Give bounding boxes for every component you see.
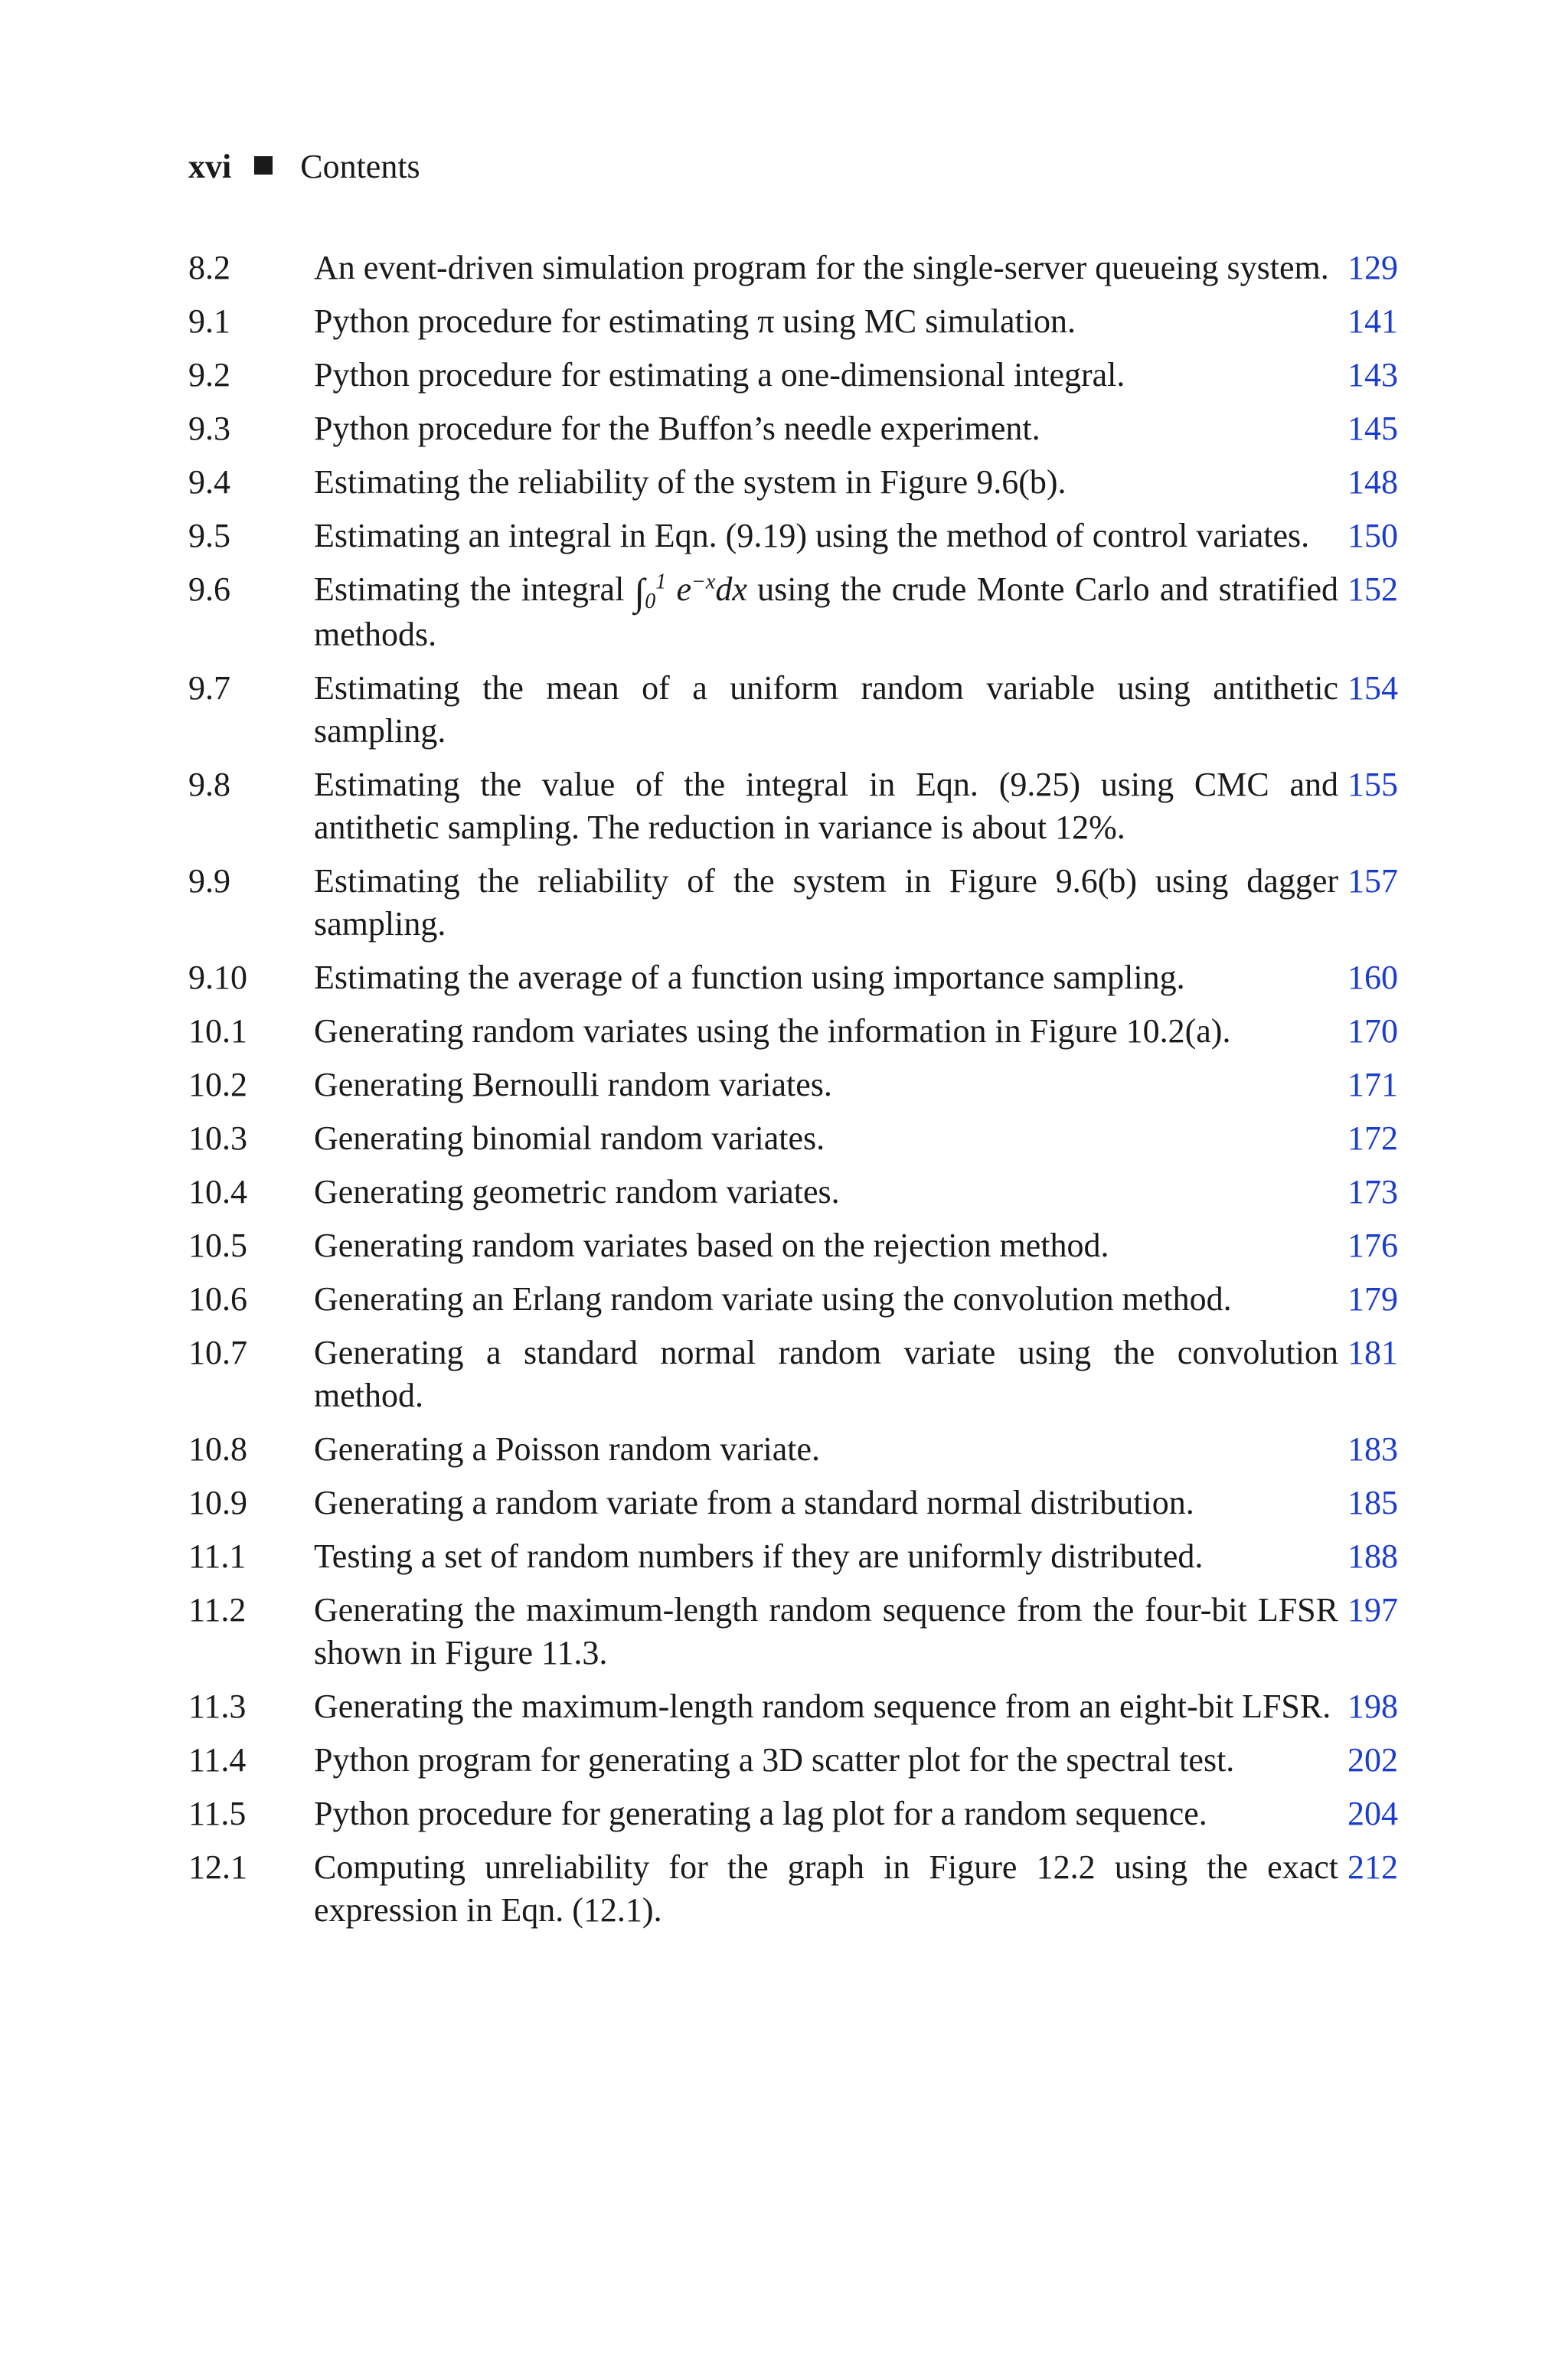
entry-page-link[interactable]: 148 <box>1348 463 1398 501</box>
list-entry <box>188 1224 1398 1267</box>
entry-text: Python program for generating a 3D scatter plot for the spectral test. <box>314 1741 1235 1779</box>
entry-number: 9.2 <box>188 356 230 394</box>
entry-text: Generating a random variate from a standard normal distribution. <box>314 1484 1194 1521</box>
entry-number: 9.10 <box>188 959 247 996</box>
entry-number: 9.1 <box>188 302 230 340</box>
entry-text-before: Estimating the integral <box>314 570 625 608</box>
entry-number: 10.9 <box>188 1484 247 1521</box>
entry-text-after: using the crude Monte Carlo and stratified methods. <box>314 570 1338 653</box>
list-entry <box>188 568 1398 656</box>
list-entry <box>188 1685 1398 1728</box>
entry-page-link[interactable]: 150 <box>1348 517 1398 554</box>
entry-text: Generating a Poisson random variate. <box>314 1430 821 1468</box>
entry-number: 9.5 <box>188 517 230 554</box>
entry-page-link[interactable]: 202 <box>1348 1741 1398 1779</box>
list-entry <box>188 1846 1398 1932</box>
entry-page-link[interactable]: 197 <box>1348 1591 1398 1629</box>
entry-page-link[interactable]: 157 <box>1348 862 1398 900</box>
entry-page-link[interactable]: 181 <box>1348 1334 1398 1371</box>
entry-number: 11.2 <box>188 1591 247 1629</box>
list-entry <box>188 515 1398 557</box>
entry-text: Generating geometric random variates. <box>314 1173 840 1211</box>
list-entry <box>188 1428 1398 1471</box>
entry-text: Generating random variates using the information in Figure 10.2(a). <box>314 1012 1231 1050</box>
entry-text: Generating an Erlang random variate using the convolution method. <box>314 1280 1232 1318</box>
entry-number: 11.1 <box>188 1537 247 1575</box>
entry-number: 10.8 <box>188 1430 247 1468</box>
list-entry <box>188 860 1398 946</box>
list-entry <box>188 407 1398 450</box>
entry-number: 12.1 <box>188 1848 247 1886</box>
entry-page-link[interactable]: 185 <box>1348 1484 1398 1521</box>
entry-number: 11.3 <box>188 1688 247 1725</box>
integral-sign-icon: ∫ <box>634 570 645 613</box>
entry-number: 10.5 <box>188 1227 247 1264</box>
entry-number: 9.4 <box>188 463 230 501</box>
entry-text: An event-driven simulation program for the single-server queueing system. <box>314 249 1329 286</box>
entry-page-link[interactable]: 145 <box>1348 410 1398 447</box>
entry-text: Python procedure for estimating a one-dimensional integral. <box>314 356 1125 394</box>
entry-number: 11.4 <box>188 1741 247 1779</box>
entry-number: 9.7 <box>188 669 230 707</box>
entry-page-link[interactable]: 176 <box>1348 1227 1398 1264</box>
square-bullet-icon <box>254 156 273 175</box>
entry-number: 9.6 <box>188 570 230 608</box>
differential: dx <box>715 570 747 608</box>
entry-page-link[interactable]: 204 <box>1348 1795 1398 1832</box>
entry-number: 10.4 <box>188 1173 247 1211</box>
entry-page-link[interactable]: 155 <box>1348 766 1398 803</box>
integral-upper-limit: 1 <box>655 570 667 594</box>
entry-text: Generating the maximum-length random sequence from the four-bit LFSR shown in Figure 11.3. <box>314 1591 1338 1671</box>
entry-number: 10.1 <box>188 1012 247 1050</box>
entry-page-link[interactable]: 179 <box>1348 1280 1398 1318</box>
entry-text: Estimating the reliability of the system in Figure 9.6(b). <box>314 463 1067 501</box>
entry-text: Estimating an integral in Eqn. (9.19) using the method of control variates. <box>314 517 1310 554</box>
list-entry <box>188 763 1398 849</box>
entry-number: 9.9 <box>188 862 230 900</box>
entry-page-link[interactable]: 154 <box>1348 669 1398 707</box>
entry-number: 8.2 <box>188 249 230 286</box>
entry-page-link[interactable]: 212 <box>1348 1848 1398 1886</box>
entry-page-link[interactable]: 171 <box>1348 1066 1398 1103</box>
list-entry <box>188 1482 1398 1524</box>
entry-page-link[interactable]: 160 <box>1348 959 1398 996</box>
entry-text: Computing unreliability for the graph in Figure 12.2 using the exact expression in Eqn. (12.1). <box>314 1848 1338 1929</box>
entry-text: Generating random variates based on the rejection method. <box>314 1227 1109 1264</box>
entry-page-link[interactable]: 172 <box>1348 1119 1398 1157</box>
list-entry <box>188 300 1398 343</box>
entry-page-link[interactable]: 152 <box>1348 570 1398 608</box>
entry-text: Python procedure for the Buffon’s needle experiment. <box>314 410 1040 447</box>
entry-page-link[interactable]: 188 <box>1348 1537 1398 1575</box>
entry-page-link[interactable]: 143 <box>1348 356 1398 394</box>
list-entry <box>188 461 1398 504</box>
entry-text: Python procedure for generating a lag plot for a random sequence. <box>314 1795 1207 1832</box>
list-entry <box>188 667 1398 753</box>
entry-text: Estimating the reliability of the system in Figure 9.6(b) using dagger sampling. <box>314 862 1338 943</box>
list-entry <box>188 1332 1398 1417</box>
entry-page-link[interactable]: 198 <box>1348 1688 1398 1725</box>
entry-text: Testing a set of random numbers if they are uniformly distributed. <box>314 1537 1204 1575</box>
entry-number: 10.3 <box>188 1119 247 1157</box>
list-entry <box>188 1739 1398 1782</box>
integrand: e <box>676 570 692 608</box>
entry-number: 11.5 <box>188 1795 247 1832</box>
list-entry <box>188 1589 1398 1675</box>
list-entry <box>188 1064 1398 1106</box>
list-entry <box>188 1535 1398 1578</box>
entry-text: Generating the maximum-length random sequence from an eight-bit LFSR. <box>314 1688 1331 1725</box>
entry-number: 10.6 <box>188 1280 247 1318</box>
entry-number: 10.7 <box>188 1334 247 1371</box>
page-number: xvi <box>188 148 232 185</box>
list-entry <box>188 956 1398 999</box>
entry-text: Python procedure for estimating π using MC simulation. <box>314 302 1076 340</box>
entry-text: Estimating the value of the integral in Eqn. (9.25) using CMC and antithetic sampling. The reduction in variance is about 12%. <box>314 766 1338 846</box>
entry-text: Generating binomial random variates. <box>314 1119 825 1157</box>
integral-expression <box>634 570 747 613</box>
list-entry <box>188 1278 1398 1321</box>
entry-text: Generating Bernoulli random variates. <box>314 1066 832 1103</box>
entry-number: 9.3 <box>188 410 230 447</box>
entry-text: Estimating the mean of a uniform random variable using antithetic sampling. <box>314 669 1338 750</box>
entry-text: Estimating the average of a function using importance sampling. <box>314 959 1185 996</box>
entry-page-link[interactable]: 183 <box>1348 1430 1398 1468</box>
entry-page-link[interactable]: 141 <box>1348 302 1398 340</box>
listing-list <box>188 247 1398 1943</box>
list-entry <box>188 1792 1398 1835</box>
running-header <box>188 145 420 188</box>
entry-number: 9.8 <box>188 766 230 803</box>
entry-page-link[interactable]: 173 <box>1348 1173 1398 1211</box>
list-entry <box>188 1171 1398 1214</box>
entry-page-link[interactable]: 129 <box>1348 249 1398 286</box>
entry-number: 10.2 <box>188 1066 247 1103</box>
entry-page-link[interactable]: 170 <box>1348 1012 1398 1050</box>
list-entry <box>188 247 1398 289</box>
integrand-exponent: −x <box>691 570 716 594</box>
list-entry <box>188 1117 1398 1160</box>
entry-text: Generating a standard normal random variate using the convolution method. <box>314 1334 1338 1414</box>
list-entry <box>188 1010 1398 1053</box>
list-entry <box>188 354 1398 397</box>
integral-lower-limit: 0 <box>645 589 656 613</box>
section-title: Contents <box>300 148 420 185</box>
